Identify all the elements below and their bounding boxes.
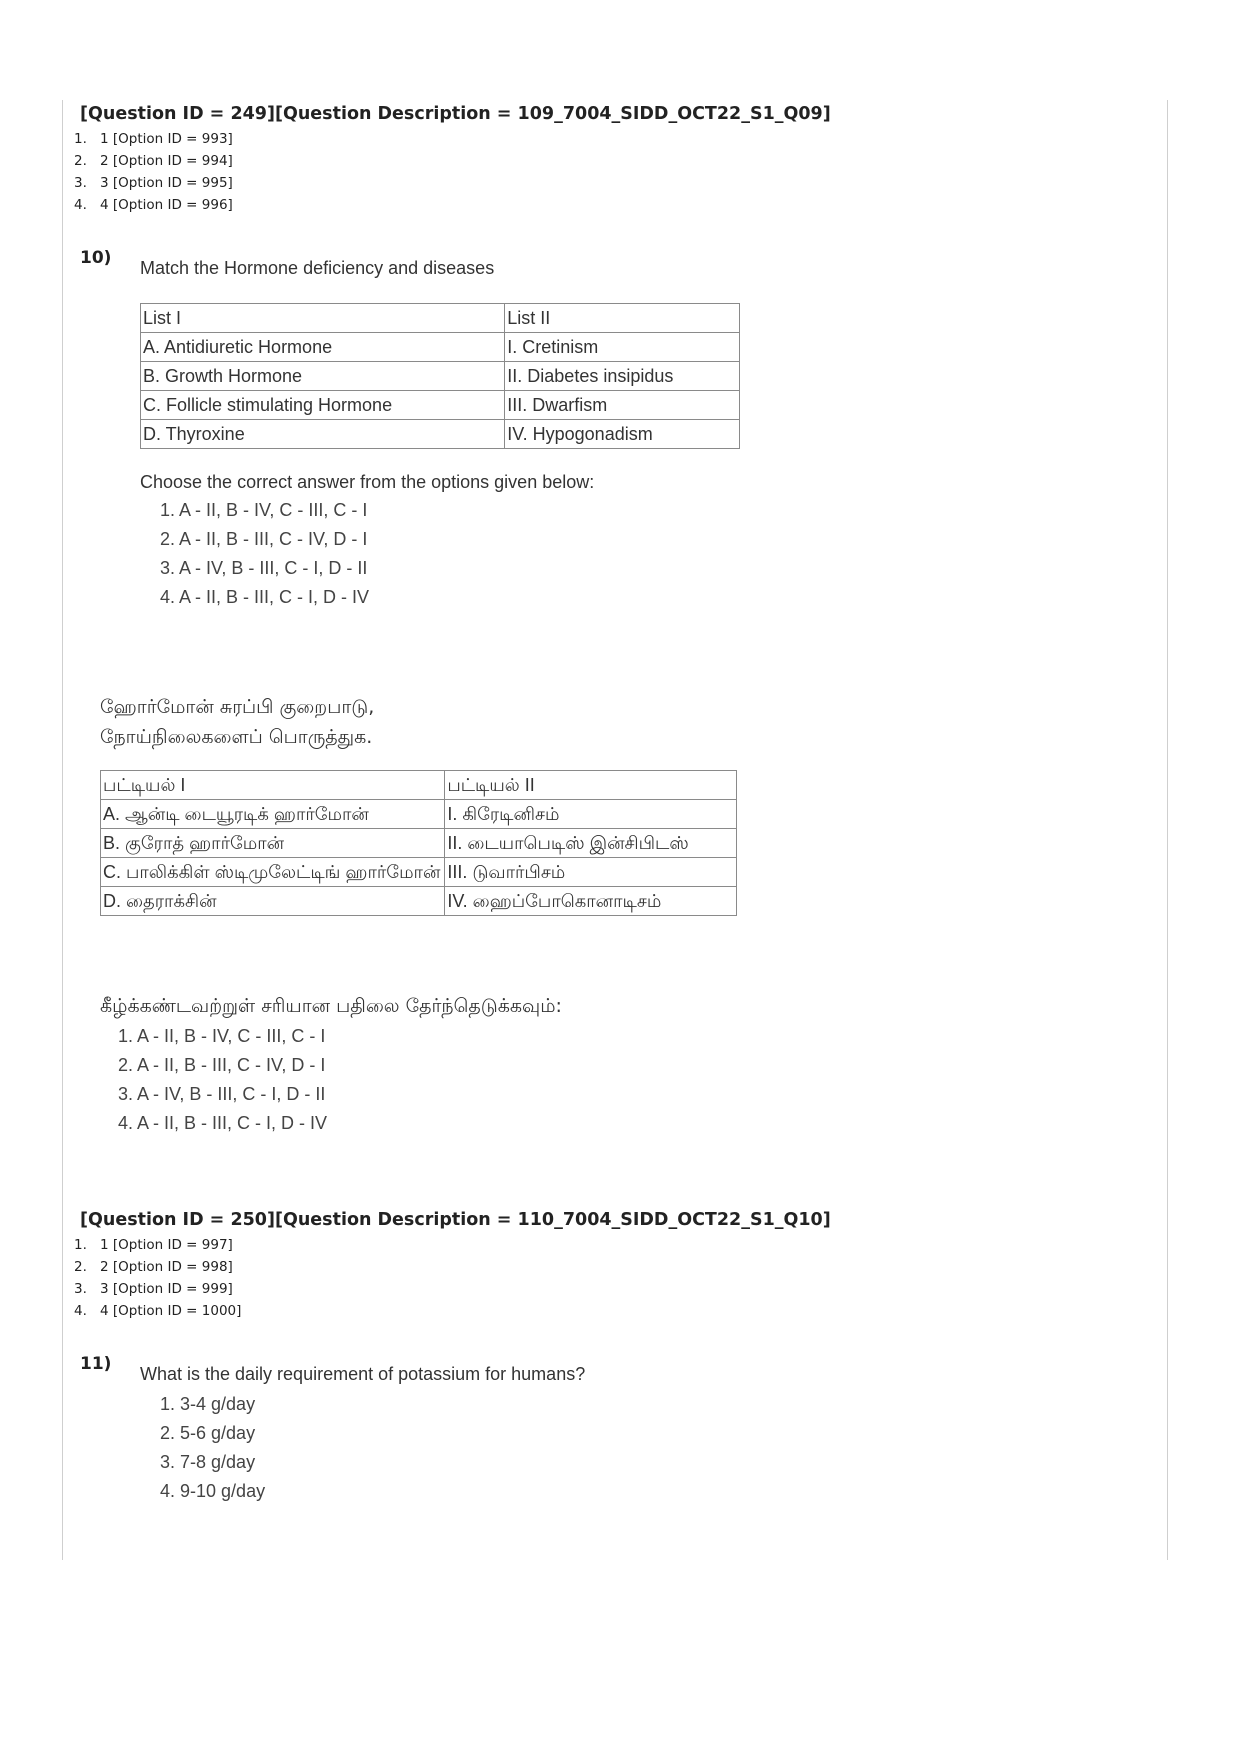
- answer-list-11: [160, 1390, 265, 1506]
- table-row: [141, 420, 740, 449]
- table-cell: B. Growth Hormone: [141, 362, 505, 391]
- match-table-tamil: [100, 770, 737, 916]
- option-label: 4 [Option ID = 1000]: [100, 1303, 242, 1319]
- option-label: 3 [Option ID = 999]: [100, 1281, 233, 1297]
- table-cell: III. Dwarfism: [505, 391, 740, 420]
- table-cell: I. கிரேடினிசம்: [445, 800, 737, 829]
- option-number: 1.: [74, 131, 87, 147]
- answer-option: 2. A - II, B - III, C - IV, D - I: [160, 529, 368, 549]
- option-label: 4 [Option ID = 996]: [100, 197, 233, 213]
- option-label: 2 [Option ID = 994]: [100, 153, 233, 169]
- table-header-row: [101, 771, 737, 800]
- option-number: 1.: [74, 1237, 87, 1253]
- option-label: 2 [Option ID = 998]: [100, 1259, 233, 1275]
- option-number: 2.: [74, 1259, 87, 1275]
- match-table-english: [140, 303, 740, 449]
- answer-instruction-english: Choose the correct answer from the options given below:: [140, 472, 595, 492]
- option-label: 3 [Option ID = 995]: [100, 175, 233, 191]
- option-number: 2.: [74, 153, 87, 169]
- table-cell: II. டையாபெடிஸ் இன்சிபிடஸ்: [445, 829, 737, 858]
- option-item: [74, 1234, 241, 1256]
- question-number-10: 10): [80, 248, 112, 268]
- table-cell: D. தைராக்சின்: [101, 887, 445, 916]
- question-number-11: 11): [80, 1354, 112, 1374]
- option-item: [74, 1300, 241, 1322]
- table-row: [141, 333, 740, 362]
- table-cell: A. ஆன்டி டையூரடிக் ஹார்மோன்: [101, 800, 445, 829]
- answer-option: 1. 3-4 g/day: [160, 1394, 256, 1414]
- option-item: [74, 150, 233, 172]
- question-text-tamil: [100, 692, 374, 752]
- answer-option: 4. 9-10 g/day: [160, 1481, 266, 1501]
- table-row: [141, 391, 740, 420]
- table-cell: II. Diabetes insipidus: [505, 362, 740, 391]
- table-header-cell: List I: [141, 304, 505, 333]
- option-item: [74, 1278, 241, 1300]
- table-cell: C. Follicle stimulating Hormone: [141, 391, 505, 420]
- option-item: [74, 1256, 241, 1278]
- option-item: [74, 172, 233, 194]
- page-right-border: [1167, 100, 1168, 1560]
- table-row: [101, 858, 737, 887]
- table-cell: B. குரோத் ஹார்மோன்: [101, 829, 445, 858]
- answer-list-tamil: [118, 1022, 327, 1138]
- table-header-row: [141, 304, 740, 333]
- table-row: [101, 800, 737, 829]
- question-text-11: What is the daily requirement of potassium for humans?: [140, 1364, 586, 1384]
- answer-list-english: [160, 496, 369, 612]
- question-header-249: [Question ID = 249][Question Description = 109_7004_SIDD_OCT22_S1_Q09]: [80, 104, 831, 124]
- answer-option: 3. A - IV, B - III, C - I, D - II: [160, 558, 368, 578]
- answer-option: 1. A - II, B - IV, C - III, C - I: [160, 500, 368, 520]
- answer-instruction-tamil: கீழ்க்கண்டவற்றுள் சரியான பதிலை தேர்ந்தெடுக்கவும்:: [100, 995, 562, 1017]
- table-cell: D. Thyroxine: [141, 420, 505, 449]
- option-list-250: [74, 1234, 241, 1322]
- option-number: 4.: [74, 197, 87, 213]
- table-cell: IV. Hypogonadism: [505, 420, 740, 449]
- table-row: [101, 887, 737, 916]
- table-header-cell: பட்டியல் II: [445, 771, 737, 800]
- question-text-tamil-line: ஹோர்மோன் சுரப்பி குறைபாடு,: [100, 696, 375, 718]
- option-label: 1 [Option ID = 993]: [100, 131, 233, 147]
- answer-option: 3. A - IV, B - III, C - I, D - II: [118, 1084, 326, 1104]
- question-header-250: [Question ID = 250][Question Description = 110_7004_SIDD_OCT22_S1_Q10]: [80, 1210, 831, 1230]
- answer-option: 2. A - II, B - III, C - IV, D - I: [118, 1055, 326, 1075]
- option-item: [74, 128, 233, 150]
- option-label: 1 [Option ID = 997]: [100, 1237, 233, 1253]
- table-row: [141, 362, 740, 391]
- answer-option: 2. 5-6 g/day: [160, 1423, 256, 1443]
- answer-option: 4. A - II, B - III, C - I, D - IV: [160, 587, 370, 607]
- question-text-10: Match the Hormone deficiency and diseases: [140, 258, 495, 278]
- page-left-border: [62, 100, 63, 1560]
- option-number: 3.: [74, 175, 87, 191]
- table-header-cell: List II: [505, 304, 740, 333]
- question-text-tamil-line: நோய்நிலைகளைப் பொருத்துக.: [100, 726, 373, 748]
- table-row: [101, 829, 737, 858]
- option-list-249: [74, 128, 233, 216]
- table-cell: C. பாலிக்கிள் ஸ்டிமுலேட்டிங் ஹார்மோன்: [101, 858, 445, 887]
- option-number: 3.: [74, 1281, 87, 1297]
- answer-option: 3. 7-8 g/day: [160, 1452, 256, 1472]
- table-cell: III. டுவார்பிசம்: [445, 858, 737, 887]
- table-header-cell: பட்டியல் I: [101, 771, 445, 800]
- option-item: [74, 194, 233, 216]
- table-cell: I. Cretinism: [505, 333, 740, 362]
- option-number: 4.: [74, 1303, 87, 1319]
- answer-option: 1. A - II, B - IV, C - III, C - I: [118, 1026, 326, 1046]
- answer-option: 4. A - II, B - III, C - I, D - IV: [118, 1113, 328, 1133]
- table-cell: IV. ஹைப்போகொனாடிசம்: [445, 887, 737, 916]
- table-cell: A. Antidiuretic Hormone: [141, 333, 505, 362]
